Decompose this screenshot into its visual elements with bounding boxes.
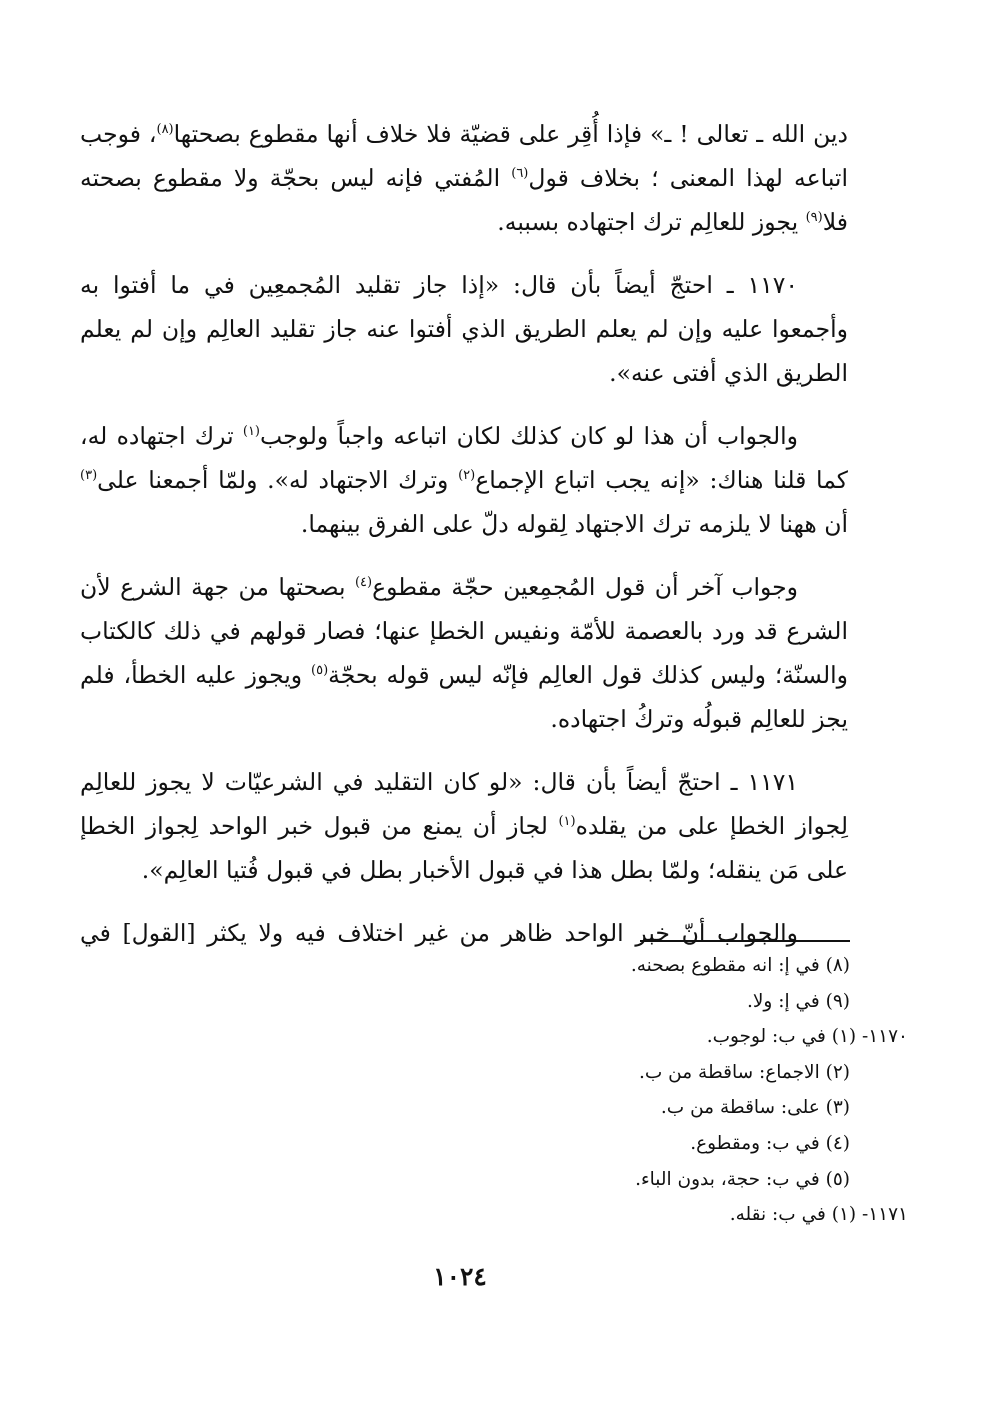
footnote-item: (٢) الاجماع: ساقطة من ب. [639, 1061, 850, 1083]
paragraph-answer-2: وجواب آخر أن قول المُجمِعين حجّة مقطوع$^{(٤)}$ بصحتها من جهة الشرع لأن الشرع قد ورد بالعصمة للأمّة ونفيس الخطإ عنها؛ فصار قولهم في ذلك كالكتاب والسنّة؛ وليس كذلك قول العالِم فإنّه ليس قوله بحجّة$^{(٥)}$ ويجوز عليه الخطأ، فلم يجز للعالِم قبولُه وتركُ اجتهاده. [80, 573, 848, 733]
footnote-item: (٥) في ب: حجة، بدون الباء. [635, 1168, 850, 1190]
footnote-ref: (١) [558, 814, 576, 830]
footnote-ref: (٤) [354, 575, 373, 591]
page-number: ١٠٢٤ [433, 1262, 487, 1291]
footnote-ref: (٢) [458, 468, 476, 484]
footnote-item: ١١٧٠- (١) في ب: لوجوب. [706, 1026, 908, 1048]
footnote-ref: (١) [242, 424, 260, 440]
footnote-item: ١١٧١- (١) في ب: نقله. [729, 1204, 908, 1226]
paragraph-1170: ١١٧٠ ـ احتجّ أيضاً بأن قال: «إذا جاز تقليد المُجمعِين في ما أفتوا به وأجمعوا عليه وإن لم يعلم الطريق الذي أفتوا عنه جاز تقليد العالِم وإن لم يعلم الطريق الذي أفتى عنه». [80, 271, 848, 387]
footnotes [520, 948, 908, 1233]
footnote-item: (٩) في إ: ولا. [746, 990, 850, 1012]
footnote-ref: (٨) [156, 122, 174, 138]
paragraph-1: دين الله ـ تعالى ! ـ» فإذا أُقِر على قضيّة فلا خلاف أنها مقطوع بصحتها$^{(٨)}$، فوجب اتباعه لهذا المعنى ؛ بخلاف قول$^{(٦)}$ المُفتي فإنه ليس بحجّة ولا مقطوع بصحته فلا$^{(٩)}$ يجوز للعالِم ترك اجتهاده بسببه. [80, 120, 848, 236]
paragraph-answer-1: والجواب أن هذا لو كان كذلك لكان اتباعه واجباً ولوجب$^{(١)}$ ترك اجتهاده له، كما قلنا هناك: «إنه يجب اتباع الإجماع$^{(٢)}$ وترك الاجتهاد له». ولمّا أجمعنا على$^{(٣)}$ أن ههنا لا يلزمه ترك الاجتهاد لِقوله دلّ على الفرق بينهما. [80, 422, 848, 538]
footnote-item: (٨) في إ: انه مقطوع بصحنه. [630, 955, 850, 976]
footnote-item: (٣) على: ساقطة من ب. [660, 1097, 850, 1119]
footnote-item: (٤) في ب: ومقطوع. [690, 1132, 850, 1154]
footnote-ref: (٦) [511, 166, 529, 182]
footnote-ref: (٣) [80, 468, 98, 484]
footnote-ref: (٩) [805, 210, 823, 226]
paragraph-answer-3: والجواب أنّ خبر الواحد ظاهر من غير اختلاف فيه ولا يكثر [القول] في [80, 919, 798, 947]
main-text [80, 112, 848, 955]
footnote-separator [640, 940, 850, 942]
footnote-ref: (٥) [311, 663, 329, 679]
paragraph-1171: ١١٧١ ـ احتجّ أيضاً بأن قال: «لو كان التقليد في الشرعيّات لا يجوز للعالِم لِجواز الخطإ على من يقلده$^{(١)}$ لجاز أن يمنع من قبول خبر الواحد لِجواز الخطإ على مَن ينقله؛ ولمّا بطل هذا في قبول الأخبار بطل في قبول فُتيا العالِم». [80, 768, 848, 884]
